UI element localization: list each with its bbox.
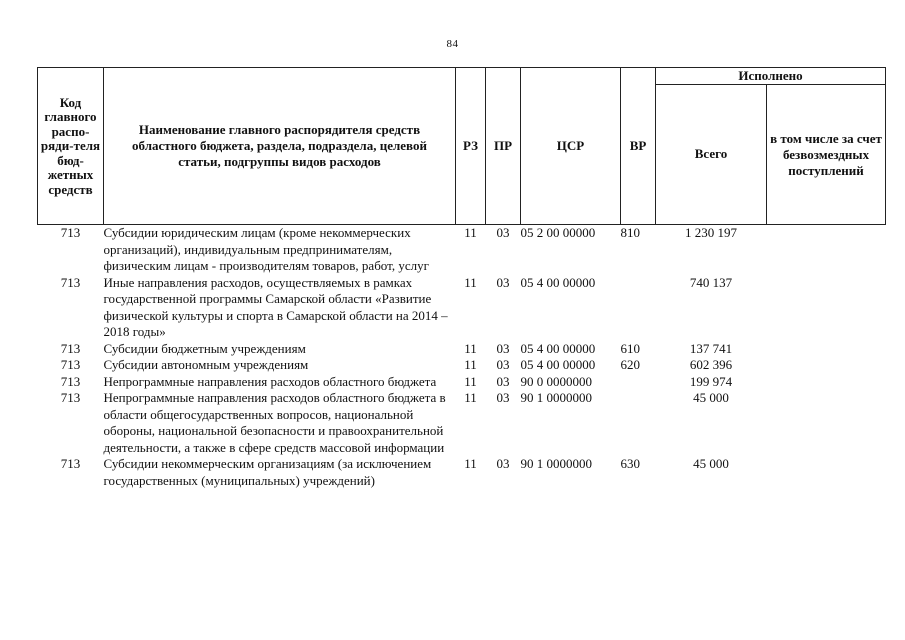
row-incl-free bbox=[767, 357, 886, 374]
header-csr: ЦСР bbox=[521, 68, 621, 225]
table-row bbox=[38, 275, 886, 341]
row-rz: 11 bbox=[464, 274, 477, 290]
row-incl-free bbox=[767, 390, 886, 456]
header-rz: РЗ bbox=[456, 68, 486, 225]
row-total: 199 974 bbox=[689, 373, 733, 389]
header-vr: ВР bbox=[621, 68, 656, 225]
row-total: 602 396 bbox=[689, 357, 733, 372]
row-incl-free bbox=[767, 275, 886, 341]
table-row bbox=[38, 390, 886, 456]
table-row bbox=[38, 225, 886, 275]
row-csr: 05 2 00 00000 bbox=[520, 225, 596, 240]
row-total: 45 000 bbox=[693, 456, 729, 471]
row-pr: 03 bbox=[496, 373, 510, 389]
row-csr: 90 0 0000000 bbox=[520, 373, 592, 389]
row-total: 740 137 bbox=[689, 274, 733, 290]
row-code: 713 bbox=[60, 274, 81, 290]
row-total: 1 230 197 bbox=[685, 225, 737, 240]
row-rz: 11 bbox=[464, 340, 477, 356]
page-number: 84 bbox=[446, 38, 459, 50]
row-vr: 620 bbox=[620, 357, 640, 372]
row-name: Субсидии автономным учреждениям bbox=[103, 357, 309, 372]
row-incl-free bbox=[767, 456, 886, 489]
row-rz: 11 bbox=[464, 357, 477, 372]
row-rz: 11 bbox=[464, 373, 477, 389]
row-incl-free bbox=[767, 225, 886, 275]
row-rz: 11 bbox=[464, 390, 477, 405]
row-csr: 90 1 0000000 bbox=[520, 390, 592, 405]
row-vr bbox=[621, 374, 656, 391]
row-vr bbox=[621, 275, 656, 341]
table-row bbox=[38, 456, 886, 489]
budget-expenditure-table bbox=[37, 67, 886, 489]
row-csr: 05 4 00 00000 bbox=[520, 340, 596, 356]
row-incl-free bbox=[767, 374, 886, 391]
row-code: 713 bbox=[60, 357, 81, 372]
table-row bbox=[38, 341, 886, 358]
row-rz: 11 bbox=[464, 225, 477, 240]
row-code: 713 bbox=[60, 456, 81, 471]
row-name: Субсидии некоммерческим организациям (за исключением государственных (муниципальных) учреждений) bbox=[103, 456, 432, 488]
row-pr: 03 bbox=[496, 357, 510, 372]
row-vr: 810 bbox=[620, 225, 640, 240]
table-row bbox=[38, 374, 886, 391]
row-name: Субсидии бюджетным учреждениям bbox=[103, 340, 306, 356]
row-total: 45 000 bbox=[693, 390, 729, 405]
row-pr: 03 bbox=[496, 340, 510, 356]
header-incl-free: в том числе за счет безвозмездных поступлений bbox=[767, 85, 886, 225]
row-pr: 03 bbox=[496, 274, 510, 290]
row-name: Иные направления расходов, осуществляемых в рамках государственной программы Самарской области «Развитие физической культуры и спорта в Самарской области на 2014 – 2018 годы» bbox=[103, 274, 448, 339]
row-csr: 05 4 00 00000 bbox=[520, 274, 596, 290]
row-name: Непрограммные направления расходов областного бюджета bbox=[103, 373, 437, 389]
header-code: Код главного распо-ряди-теля бюд-жетных средств bbox=[38, 68, 104, 225]
row-incl-free bbox=[767, 341, 886, 358]
row-name: Субсидии юридическим лицам (кроме некоммерческих организаций), индивидуальным предпринимателям, физическим лицам - производителям товаров, работ, услуг bbox=[103, 225, 429, 273]
row-pr: 03 bbox=[496, 390, 510, 405]
row-code: 713 bbox=[60, 225, 81, 240]
row-code: 713 bbox=[60, 373, 81, 389]
row-csr: 05 4 00 00000 bbox=[520, 357, 596, 372]
header-name: Наименование главного распорядителя средств областного бюджета, раздела, подраздела, целевой статьи, подгруппы видов расходов bbox=[104, 68, 456, 225]
row-code: 713 bbox=[60, 390, 81, 405]
table-row bbox=[38, 357, 886, 374]
row-name: Непрограммные направления расходов областного бюджета в области общегосударственных вопросов, национальной обороны, национальной безопасности и правоохранительной деятельности, а также в сфере средств массовой информации bbox=[103, 390, 446, 455]
row-code: 713 bbox=[60, 340, 81, 356]
row-vr: 610 bbox=[620, 340, 640, 356]
row-csr: 90 1 0000000 bbox=[520, 456, 592, 471]
row-rz: 11 bbox=[464, 456, 477, 471]
row-vr: 630 bbox=[620, 456, 640, 471]
row-pr: 03 bbox=[496, 225, 510, 240]
header-executed: Исполнено bbox=[656, 68, 886, 85]
row-pr: 03 bbox=[496, 456, 510, 471]
row-vr bbox=[621, 390, 656, 456]
row-total: 137 741 bbox=[689, 340, 733, 356]
header-pr: ПР bbox=[486, 68, 521, 225]
header-total: Всего bbox=[656, 85, 767, 225]
